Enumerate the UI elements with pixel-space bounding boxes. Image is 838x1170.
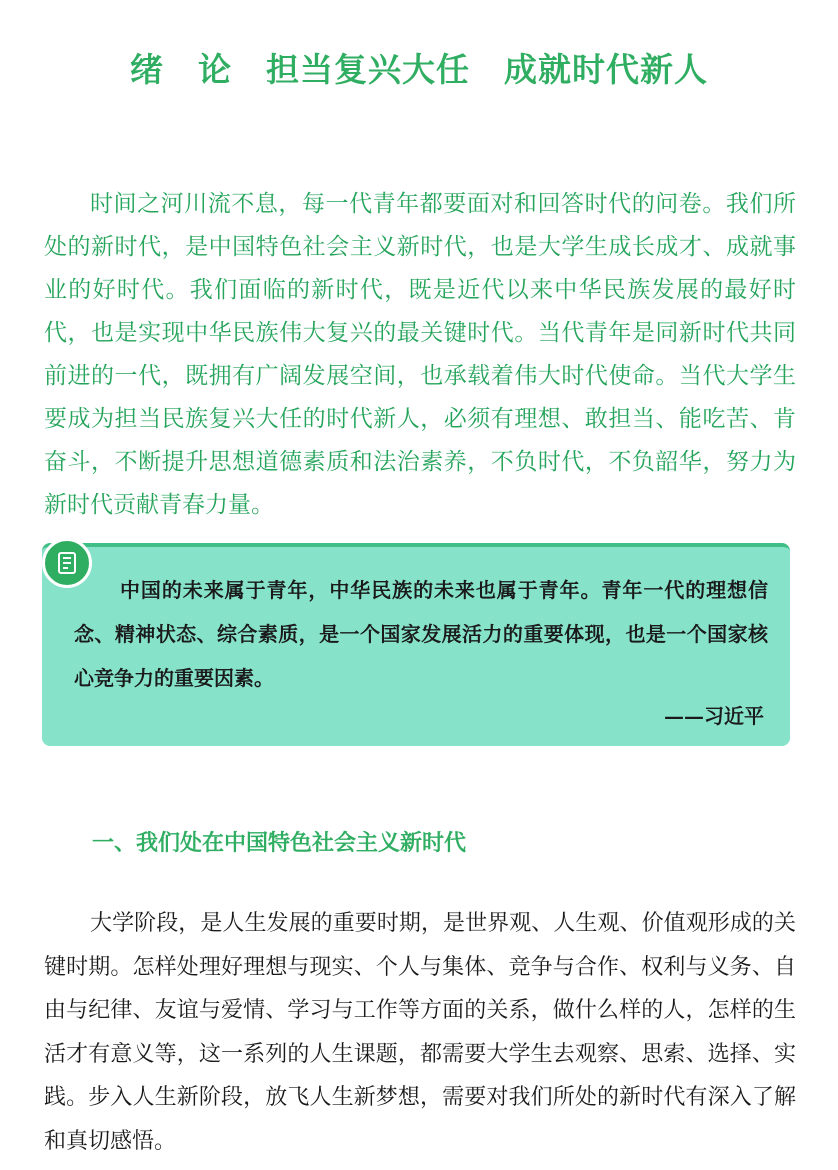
intro-paragraph: 时间之河川流不息，每一代青年都要面对和回答时代的问卷。我们所处的新时代，是中国特色社会主义新时代，也是大学生成长成才、成就事业的好时代。我们面临的新时代，既是近代以来中华民族发展的最好时代，也是实现中华民族伟大复兴的最关键时代。当代青年是同新时代共同前进的一代，既拥有广阔发展空间，也承载着伟大时代使命。当代大学生要成为担当民族复兴大任的时代新人，必须有理想、敢担当、能吃苦、肯奋斗，不断提升思想道德素质和法治素养，不负时代，不负韶华，努力为新时代贡献青春力量。 [44,191,796,518]
quote-text: 中国的未来属于青年，中华民族的未来也属于青年。青年一代的理想信念、精神状态、综合素质，是一个国家发展活力的重要体现，也是一个国家核心竞争力的重要因素。 [74,578,768,690]
section-paragraph: 大学阶段，是人生发展的重要时期，是世界观、人生观、价值观形成的关键时期。怎样处理好理想与现实、个人与集体、竞争与合作、权利与义务、自由与纪律、友谊与爱情、学习与工作等方面的关系，做什么样的人，怎样的生活才有意义等，这一系列的人生课题，都需要大学生去观察、思索、选择、实践。步入人生新阶段，放飞人生新梦想，需要对我们所处的新时代有深入了解和真切感悟。 [44,911,796,1154]
section-heading: 一、我们处在中国特色社会主义新时代 [92,831,467,856]
page-title: 绪 论 担当复兴大任 成就时代新人 [130,50,708,90]
quote-source: ——习近平 [664,704,764,728]
